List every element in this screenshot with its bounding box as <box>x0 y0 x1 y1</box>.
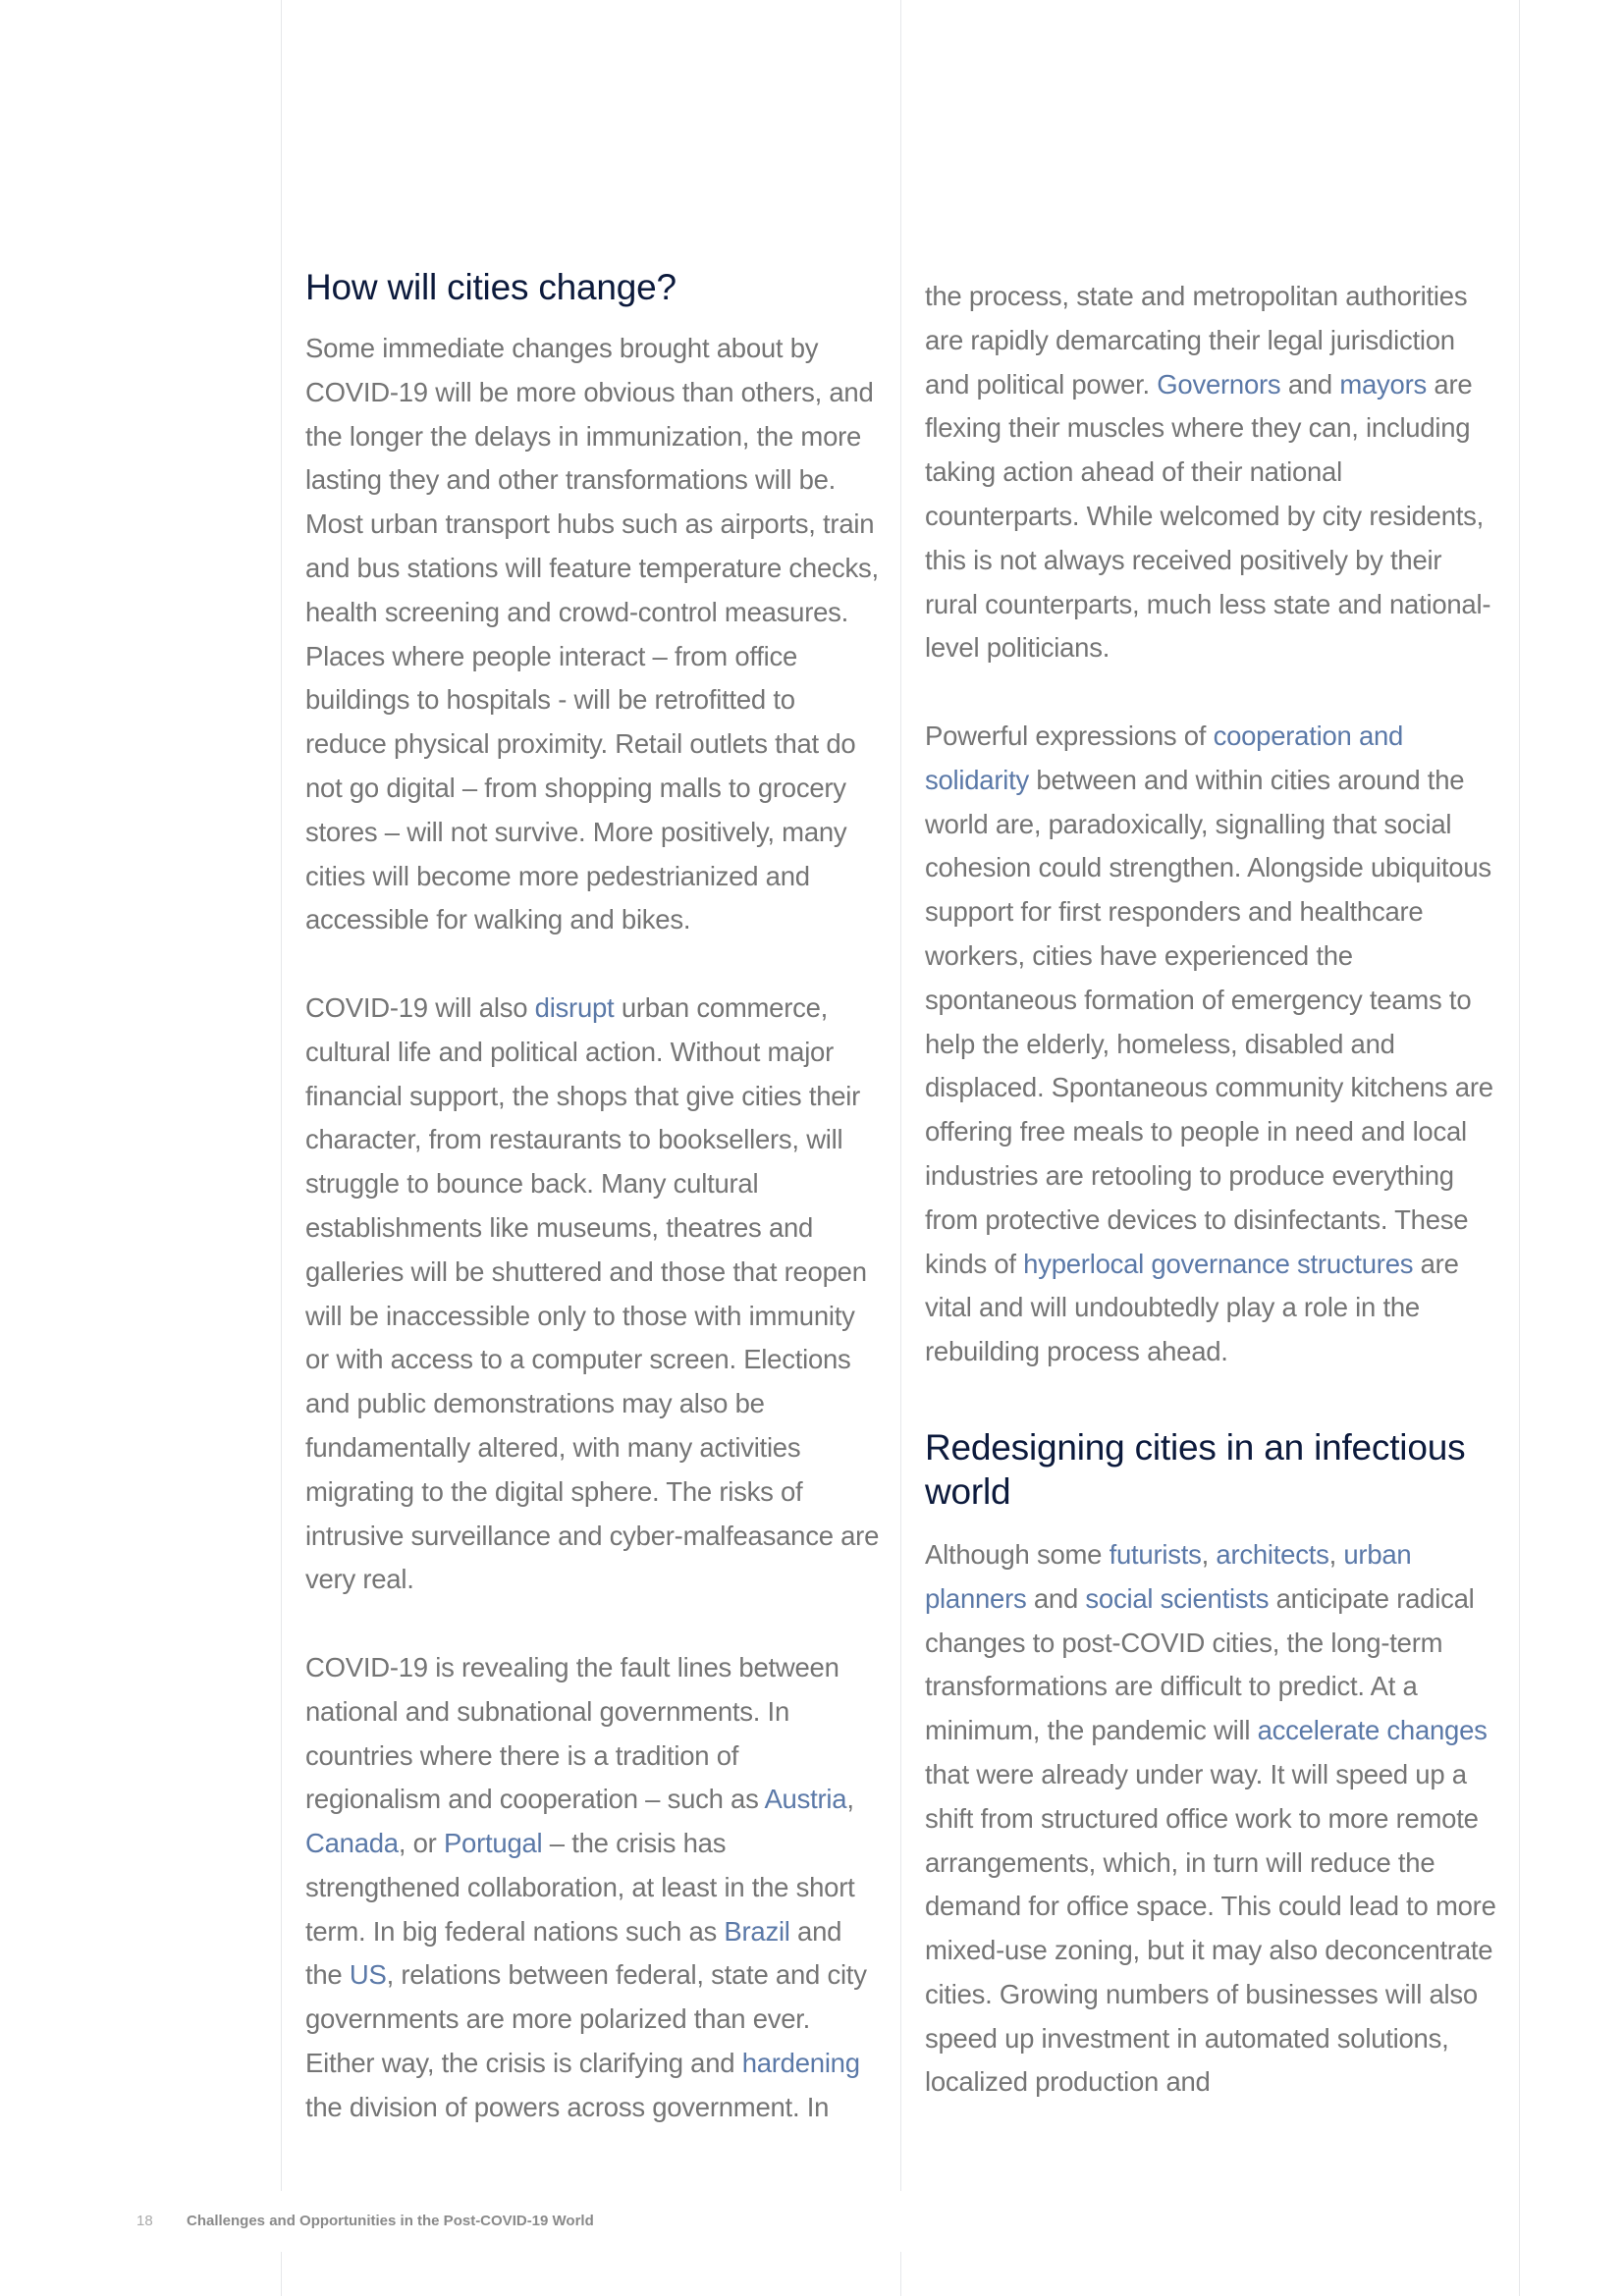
column-rule-left <box>281 0 282 2296</box>
link-canada[interactable]: Canada <box>305 1828 399 1859</box>
link-hyperlocal-governance[interactable]: hyperlocal governance structures <box>1023 1248 1414 1279</box>
section-heading-how-cities-change: How will cities change? <box>305 267 677 307</box>
text-run: the process, state and metropolitan authorities are rapidly demarcating their legal jurisdiction and political power. <box>925 281 1468 400</box>
text-run: anticipate radical changes to post-COVID cities, the long-term transformations are difficult to predict. At a minimum, the pandemic will <box>925 1582 1475 1746</box>
paragraph-solidarity <box>925 715 1499 1374</box>
link-cooperation-solidarity[interactable]: cooperation and solidarity <box>925 720 1404 795</box>
link-governors[interactable]: Governors <box>1157 368 1281 400</box>
text-run: – the crisis has strengthened collaboration, at least in the short term. In big federal nations such as <box>305 1828 855 1947</box>
text-run: Although some <box>925 1538 1110 1570</box>
paragraph-disrupt <box>305 987 881 1602</box>
paragraph-post-covid-cities <box>925 1533 1499 2105</box>
text-run: COVID-19 is revealing the fault lines between national and subnational governments. In countries where there is a tradition of regionalism and cooperation – such as <box>305 1651 839 1815</box>
text-run: , or <box>398 1828 444 1859</box>
text-run: the division of powers across government. In <box>305 2091 830 2122</box>
link-urban-planners[interactable]: urban planners <box>925 1538 1412 1614</box>
text-run: between and within cities around the world are, paradoxically, signalling that social cohesion could strengthen. Alongside ubiquitous support for first responders and healthcare workers, cities have experienced the spontaneous formation of emergency teams to help the elderly, homeless, disabled and displaced. Spontaneous community kitchens are offering free meals to people in need and local industries are retooling to produce everything from protective devices to disinfectants. These kinds of <box>925 764 1493 1279</box>
section-heading-redesigning-cities: Redesigning cities in an infectious world <box>925 1426 1466 1512</box>
link-hardening[interactable]: hardening <box>741 2048 860 2079</box>
text-run: are flexing their muscles where they can, including taking action ahead of their national counterparts. While welcomed by city residents, this is not always received positively by their rural counterparts, much less state and national-level politicians. <box>925 368 1491 664</box>
paragraph-immediate-changes: Some immediate changes brought about by COVID-19 will be more obvious than others, and the longer the delays in immunization, the more lasting they and other transformations will be. Most urban transport hubs such as airports, train and bus stations will feature temperature checks, health screening and crowd-control measures. Places where people interact – from office buildings to hospitals - will be retrofitted to reduce physical proximity. Retail outlets that do not go digital – from shopping malls to grocery stores – will not survive. More positively, many cities will become more pedestrianized and accessible for walking and bikes. <box>305 333 879 935</box>
link-us[interactable]: US <box>349 1959 387 1991</box>
paragraph-fault-lines <box>305 1646 881 2130</box>
page-number: 18 <box>136 2213 153 2229</box>
text-run: , <box>846 1784 854 1815</box>
text-run: , <box>1328 1538 1344 1570</box>
link-accelerate-changes[interactable]: accelerate changes <box>1257 1715 1488 1746</box>
link-disrupt[interactable]: disrupt <box>534 991 615 1023</box>
link-austria[interactable]: Austria <box>764 1784 847 1815</box>
text-run: and <box>1026 1582 1086 1614</box>
text-run: that were already under way. It will speed up a shift from structured office work to more remote arrangements, which, in turn will reduce the demand for office space. This could lead to more mixed-use zoning, but it may also deconcentrate cities. Growing numbers of businesses will also speed up investment in automated solutions, localized production and <box>925 1758 1496 2098</box>
link-portugal[interactable]: Portugal <box>443 1828 543 1859</box>
right-column <box>925 275 1499 2105</box>
link-architects[interactable]: architects <box>1216 1538 1329 1570</box>
footer-title: Challenges and Opportunities in the Post-COVID-19 World <box>187 2213 594 2229</box>
left-column <box>305 265 881 2130</box>
text-run: and the <box>305 1915 842 1991</box>
link-futurists[interactable]: futurists <box>1109 1538 1202 1570</box>
paragraph-jurisdiction <box>925 275 1499 670</box>
link-brazil[interactable]: Brazil <box>724 1915 790 1947</box>
text-run: urban commerce, cultural life and political action. Without major financial support, the shops that give cities their character, from restaurants to booksellers, will struggle to bounce back. Many cultural establishments like museums, theatres and galleries will be shuttered and those that reopen will be inaccessible only to those with immunity or with access to a computer screen. Elections and public demonstrations may also be fundamentally altered, with many activities migrating to the digital sphere. The risks of intrusive surveillance and cyber-malfeasance are very real. <box>305 991 880 1595</box>
text-run: Powerful expressions of <box>925 720 1214 751</box>
text-run: and <box>1280 368 1340 400</box>
column-rule-middle <box>900 0 901 2296</box>
text-run: are vital and will undoubtedly play a role in the rebuilding process ahead. <box>925 1248 1459 1367</box>
link-mayors[interactable]: mayors <box>1339 368 1428 400</box>
column-rule-right <box>1519 0 1520 2296</box>
page-footer <box>136 2212 594 2231</box>
text-run: , <box>1201 1538 1217 1570</box>
text-run: COVID-19 will also <box>305 991 535 1023</box>
link-social-scientists[interactable]: social scientists <box>1085 1582 1270 1614</box>
text-run: , relations between federal, state and city governments are more polarized than ever. Either way, the crisis is clarifying and <box>305 1959 867 2079</box>
